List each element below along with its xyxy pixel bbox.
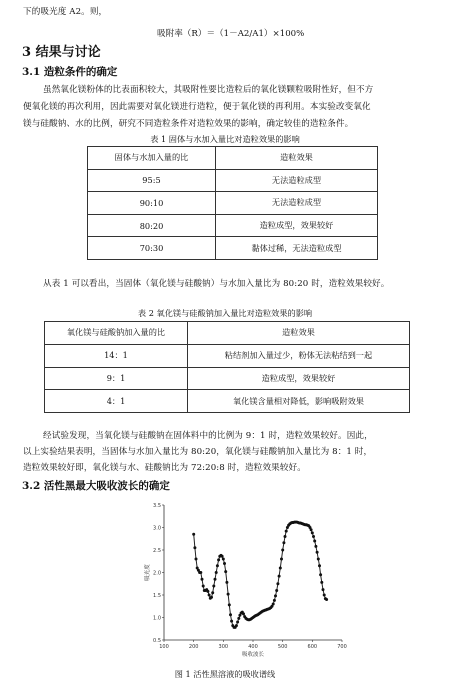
y-axis-label: 吸光度 [145, 564, 151, 581]
x-tick-label: 100 [159, 644, 169, 650]
subsection-title-wavelength: 3.2 活性黑最大吸收波长的确定 [22, 480, 170, 492]
data-point [210, 596, 213, 599]
data-point [275, 589, 278, 592]
data-point [319, 573, 322, 576]
data-point [206, 590, 209, 593]
table-cell: 95:5 [88, 169, 216, 192]
x-axis-label: 吸收波长 [241, 652, 265, 658]
x-tick-label: 500 [277, 644, 288, 650]
data-point [322, 588, 325, 591]
paragraph-line: 经试验发现，当氧化镁与硅酸钠在固体料中的比例为 9：1 时，造粒效果较好。因此， [43, 431, 373, 441]
data-point [224, 570, 227, 573]
y-tick-label: 1.5 [153, 592, 161, 599]
data-point [285, 530, 288, 533]
y-tick-label: 2.5 [153, 547, 161, 554]
paragraph-line: 造粒效果较好即，氧化镁与水、硅酸钠比为 72:20:8 时，造粒效果较好。 [23, 463, 306, 473]
data-point [280, 558, 283, 561]
data-point [236, 621, 239, 624]
table-row [88, 169, 378, 192]
table-header-cell: 造粒效果 [188, 322, 410, 345]
table1-caption: 表 1 固体与水加入量比对造粒效果的影响 [150, 134, 300, 144]
data-point [274, 594, 277, 597]
data-point [223, 562, 226, 565]
data-point [217, 558, 220, 561]
paragraph-line: 便氧化镁的再次利用，因此需要对氧化镁进行造粒，便于氧化镁的再利用。本实验改变氧化 [23, 102, 371, 112]
data-point [211, 591, 214, 594]
table-cell: 造粒成型，效果较好 [216, 214, 378, 237]
absorption-spectrum-chart [142, 495, 352, 660]
figure-caption: 图 1 活性黑溶液的吸收谱线 [174, 669, 276, 679]
x-tick-label: 300 [218, 644, 229, 650]
table-mgo-silicate-ratio [44, 321, 410, 413]
paragraph-table1-conclusion: 从表 1 可以看出，当固体（氧化镁与硅酸钠）与水加入量比为 80:20 时，造粒效果较好。 [43, 279, 390, 289]
data-point [228, 603, 231, 606]
data-point [214, 578, 217, 581]
table-row [45, 344, 410, 367]
y-tick-label: 3.5 [153, 502, 161, 509]
x-tick-label: 200 [188, 644, 199, 650]
table-header-cell: 造粒效果 [216, 147, 378, 170]
data-point [229, 613, 232, 616]
data-point [314, 545, 317, 548]
subsection-title-granulation: 3.1 造粒条件的确定 [22, 66, 118, 78]
data-point [278, 575, 281, 578]
table-cell: 无法造粒成型 [216, 169, 378, 192]
data-point [227, 593, 230, 596]
data-point [320, 581, 323, 584]
data-point [312, 535, 315, 538]
data-point [311, 531, 314, 534]
table-header-cell: 固体与水加入量的比 [88, 147, 216, 170]
data-point [310, 528, 313, 531]
chart-background [142, 495, 352, 660]
table-row [45, 390, 410, 413]
y-tick-label: 1.0 [153, 615, 161, 622]
data-point [193, 546, 196, 549]
data-point [282, 541, 285, 544]
table-cell: 14：1 [45, 344, 188, 367]
data-point [199, 571, 202, 574]
data-point [195, 558, 198, 561]
top-text-line: 下的吸光度 A2。则， [23, 7, 108, 17]
y-tick-label: 0.5 [153, 637, 161, 644]
data-point [272, 603, 275, 606]
data-point [222, 558, 225, 561]
paragraph-line: 镁与硅酸钠、水的比例，研究不同造粒条件对造粒效果的影响，确定较佳的造粒条件。 [23, 119, 354, 129]
data-point [212, 585, 215, 588]
data-point [215, 571, 218, 574]
table-header-cell: 氧化镁与硅酸钠加入量的比 [45, 322, 188, 345]
data-point [237, 617, 240, 620]
paragraph-line: 虽然氧化镁粉体的比表面积较大，其吸附性要比造粒后的氧化镁颗粒吸附性好，但不方 [43, 85, 374, 95]
data-point [216, 564, 219, 567]
table-solid-water-ratio [87, 146, 378, 260]
data-point [273, 599, 276, 602]
data-point [325, 598, 328, 601]
table-row [88, 214, 378, 237]
x-tick-label: 600 [307, 644, 318, 650]
data-point [225, 581, 228, 584]
data-point [276, 582, 279, 585]
data-point [230, 620, 233, 623]
data-point [235, 624, 238, 627]
table-header-row [45, 322, 410, 345]
table-cell: 黏体过稀，无法造粒成型 [216, 237, 378, 260]
data-point [202, 585, 205, 588]
y-tick-label: 3.0 [153, 525, 161, 532]
table-row [45, 367, 410, 390]
table-row [88, 237, 378, 260]
table-cell: 造粒成型，效果较好 [188, 367, 410, 390]
table-row [88, 192, 378, 215]
data-point [281, 549, 284, 552]
table-cell: 无法造粒成型 [216, 192, 378, 215]
data-point [284, 535, 287, 538]
x-tick-label: 400 [248, 644, 258, 650]
table-header-row [88, 147, 378, 170]
adsorption-formula: 吸附率（R）＝（1－A2/A1）×100% [157, 29, 305, 39]
data-point [316, 551, 319, 554]
table-cell: 9：1 [45, 367, 188, 390]
table-cell: 70:30 [88, 237, 216, 260]
table-cell: 90:10 [88, 192, 216, 215]
data-point [313, 540, 316, 543]
x-tick-label: 700 [337, 644, 347, 650]
data-point [323, 594, 326, 597]
table-cell: 80:20 [88, 214, 216, 237]
data-point [201, 578, 204, 581]
table2-caption: 表 2 氧化镁与硅酸钠加入量比对造粒效果的影响 [137, 308, 313, 318]
data-point [318, 564, 321, 567]
table-cell: 氧化镁含量相对降低，影响吸附效果 [188, 390, 410, 413]
data-point [242, 612, 245, 615]
table-cell: 粘结剂加入量过少，粉体无法粘结到一起 [188, 344, 410, 367]
data-point [279, 567, 282, 570]
y-tick-label: 2.0 [153, 570, 161, 577]
table-cell: 4：1 [45, 390, 188, 413]
data-point [208, 594, 211, 597]
data-point [317, 558, 320, 561]
data-point [192, 533, 195, 536]
data-point [221, 555, 224, 558]
section-title: 3 结果与讨论 [22, 45, 101, 60]
paragraph-line: 以上实验结果表明，当固体与水加入量比为 80:20，氧化镁与硅酸钠加入量比为 8：1 时， [23, 447, 373, 457]
